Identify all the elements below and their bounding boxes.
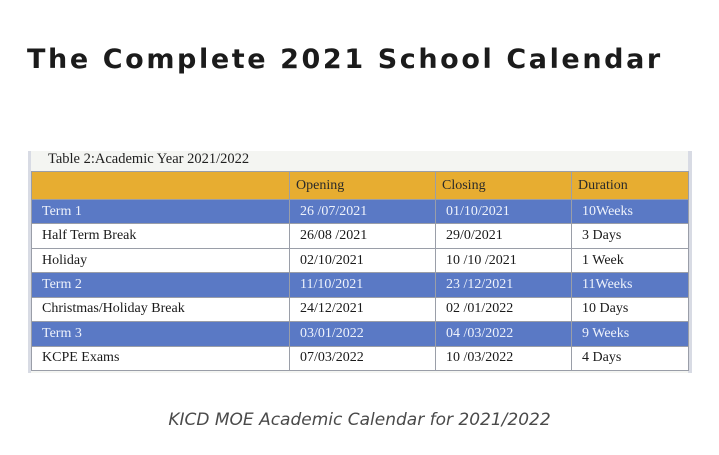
opening-cell: 02/10/2021 [290, 248, 436, 272]
academic-calendar-table [31, 171, 689, 371]
closing-cell: 04 /03/2022 [436, 322, 572, 346]
column-header-duration: Duration [572, 172, 689, 200]
opening-cell: 26 /07/2021 [290, 200, 436, 224]
duration-cell: 4 Days [572, 346, 689, 370]
closing-cell: 02 /01/2022 [436, 297, 572, 321]
opening-cell: 24/12/2021 [290, 297, 436, 321]
opening-cell: 07/03/2022 [290, 346, 436, 370]
event-cell: Term 1 [32, 200, 290, 224]
event-cell: Half Term Break [32, 224, 290, 248]
table-row [32, 224, 689, 248]
closing-cell: 10 /03/2022 [436, 346, 572, 370]
table-caption: Table 2:Academic Year 2021/2022 [48, 151, 250, 167]
event-cell: Term 3 [32, 322, 290, 346]
event-cell: Christmas/Holiday Break [32, 297, 290, 321]
table-header-row [32, 172, 689, 200]
column-header-opening: Opening [290, 172, 436, 200]
duration-cell: 11Weeks [572, 273, 689, 297]
table-row [32, 248, 689, 272]
event-cell: Term 2 [32, 273, 290, 297]
calendar-table-image [28, 151, 692, 373]
image-caption: KICD MOE Academic Calendar for 2021/2022 [168, 410, 551, 430]
page-title: The Complete 2021 School Calendar [27, 44, 663, 76]
opening-cell: 03/01/2022 [290, 322, 436, 346]
table-row [32, 200, 689, 224]
duration-cell: 9 Weeks [572, 322, 689, 346]
closing-cell: 29/0/2021 [436, 224, 572, 248]
table-row [32, 322, 689, 346]
table-row [32, 297, 689, 321]
column-header-closing: Closing [436, 172, 572, 200]
event-cell: Holiday [32, 248, 290, 272]
duration-cell: 3 Days [572, 224, 689, 248]
event-cell: KCPE Exams [32, 346, 290, 370]
table-row [32, 346, 689, 370]
opening-cell: 11/10/2021 [290, 273, 436, 297]
closing-cell: 23 /12/2021 [436, 273, 572, 297]
duration-cell: 1 Week [572, 248, 689, 272]
closing-cell: 10 /10 /2021 [436, 248, 572, 272]
table-row [32, 273, 689, 297]
column-header-event [32, 172, 290, 200]
duration-cell: 10 Days [572, 297, 689, 321]
opening-cell: 26/08 /2021 [290, 224, 436, 248]
duration-cell: 10Weeks [572, 200, 689, 224]
closing-cell: 01/10/2021 [436, 200, 572, 224]
